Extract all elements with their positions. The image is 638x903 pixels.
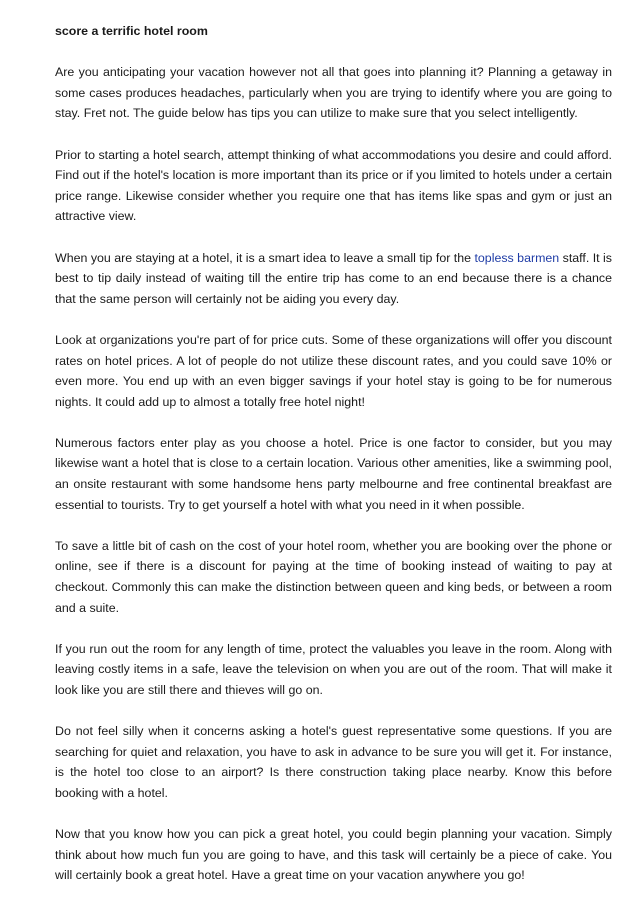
- document-title: score a terrific hotel room: [55, 24, 208, 38]
- paragraph-2: Prior to starting a hotel search, attempt thinking of what accommodations you desire and could afford. Find out if the hotel's location is more important than its price or if you limited to hotels under a certain price range. Likewise consider whether you require one that has items like spas and gym or just an attractive view.: [55, 147, 612, 224]
- paragraph-5: Numerous factors enter play as you choose a hotel. Price is one factor to consider, but you may likewise want a hotel that is close to a certain location. Various other amenities, like a swimming pool, an onsite restaurant with some handsome hens party melbourne and free continental breakfast are essential to tourists. Try to get yourself a hotel with what you need in it when possible.: [55, 435, 612, 512]
- document-page: [55, 21, 612, 886]
- paragraph-3: [55, 248, 612, 310]
- paragraph-6: To save a little bit of cash on the cost of your hotel room, whether you are booking over the phone or online, see if there is a discount for paying at the time of booking instead of waiting to pay at checkout. Commonly this can make the distinction between queen and king beds, or between a room and a suite.: [55, 538, 612, 615]
- paragraph-4: Look at organizations you're part of for price cuts. Some of these organizations will offer you discount rates on hotel prices. A lot of people do not utilize these discount rates, and you could save 10% or even more. You end up with an even bigger savings if your hotel stay is going to be for numerous nights. It could add up to almost a totally free hotel night!: [55, 332, 612, 409]
- paragraph-9: Now that you know how you can pick a great hotel, you could begin planning your vacation. Simply think about how much fun you are going to have, and this task will certainly be a piece of cake. You will certainly book a great hotel. Have a great time on your vacation anywhere you go!: [55, 827, 612, 883]
- paragraph-1: Are you anticipating your vacation however not all that goes into planning it? Planning a getaway in some cases produces headaches, particularly when you are trying to identify where you are going to stay. Fret not. The guide below has tips you can utilize to make sure that you select intelligently.: [55, 65, 612, 121]
- paragraph-7: If you run out the room for any length of time, protect the valuables you leave in the room. Along with leaving costly items in a safe, leave the television on when you are out of the room. That will make it look like you are still there and thieves will go on.: [55, 641, 612, 697]
- topless-barmen-link[interactable]: topless barmen: [474, 250, 560, 265]
- paragraph-8: Do not feel silly when it concerns asking a hotel's guest representative some questions. If you are searching for quiet and relaxation, you have to ask in advance to be sure you will get it. For instance, is the hotel too close to an airport? Is there construction taking place nearby. Know this before booking with a hotel.: [55, 724, 612, 800]
- paragraph-3-text-after: staff. It is best to tip daily instead of waiting till the entire trip has come to an end because there is a chance that the same person will certainly not be aiding you every day.: [55, 250, 612, 306]
- paragraph-3-text-before: When you are staying at a hotel, it is a smart idea to leave a small tip for the: [55, 250, 475, 265]
